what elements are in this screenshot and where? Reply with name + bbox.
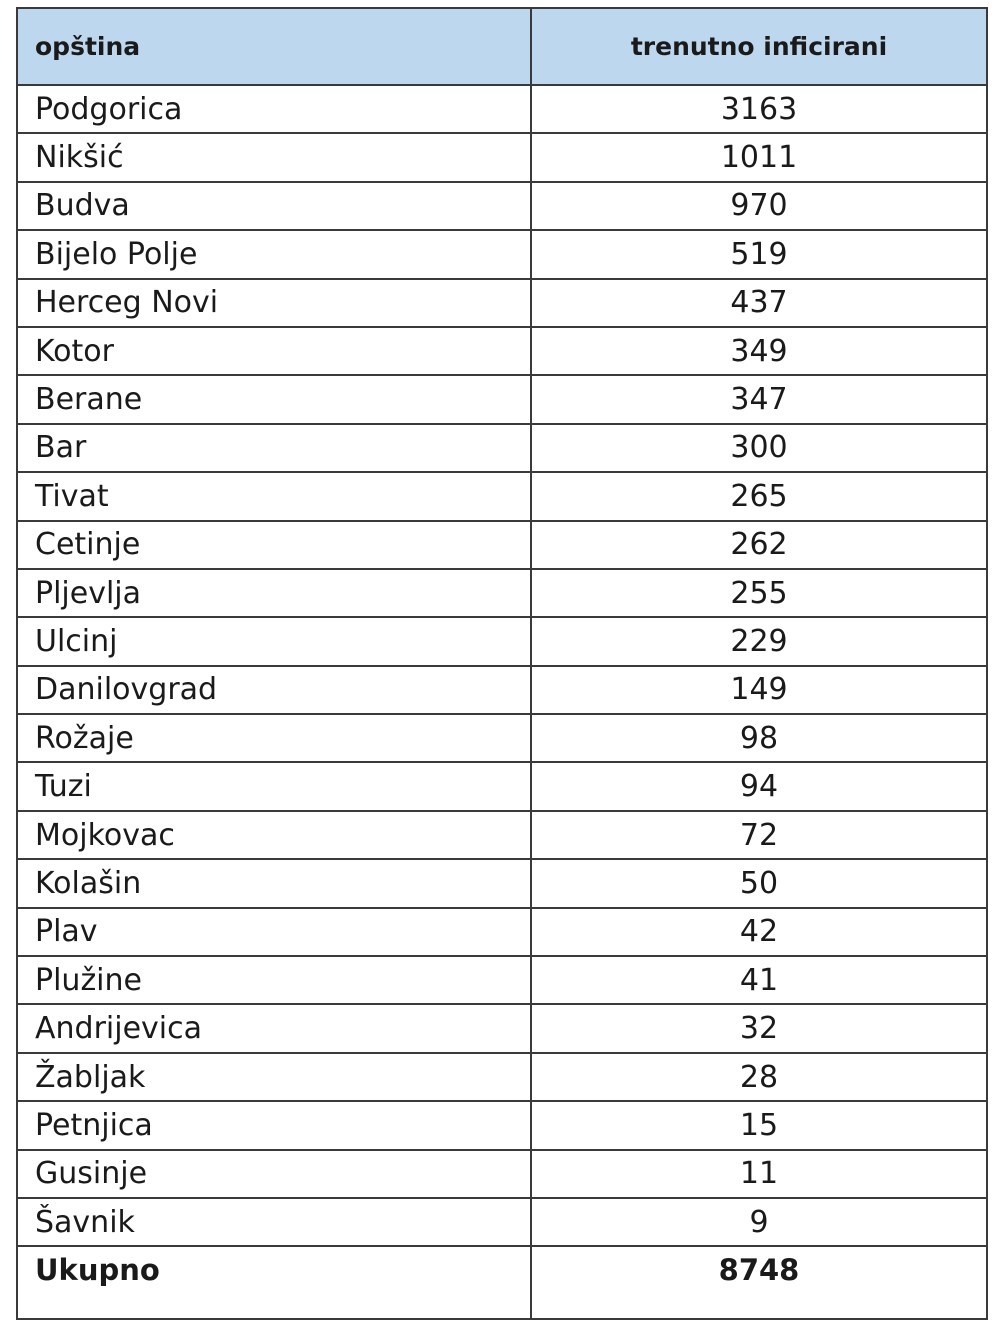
municipality-cell: Mojkovac (17, 811, 531, 859)
table-row (17, 1053, 987, 1101)
table-row (17, 956, 987, 1004)
municipality-cell: Nikšić (17, 133, 531, 181)
infected-count-cell: 1011 (531, 133, 987, 181)
municipality-cell: Ulcinj (17, 617, 531, 665)
table-row (17, 521, 987, 569)
municipality-cell: Podgorica (17, 85, 531, 133)
table-row (17, 133, 987, 181)
infected-count-cell: 28 (531, 1053, 987, 1101)
table-row (17, 279, 987, 327)
infected-count-cell: 42 (531, 908, 987, 956)
table-header-row (17, 8, 987, 85)
table-row (17, 472, 987, 520)
infected-count-cell: 229 (531, 617, 987, 665)
municipality-cell: Kotor (17, 327, 531, 375)
table-row (17, 85, 987, 133)
table-row (17, 1150, 987, 1198)
table-row (17, 714, 987, 762)
municipality-cell: Rožaje (17, 714, 531, 762)
infected-count-cell: 970 (531, 182, 987, 230)
municipality-cell: Kolašin (17, 859, 531, 907)
infected-count-cell: 50 (531, 859, 987, 907)
municipality-cell: Plav (17, 908, 531, 956)
infected-count-cell: 347 (531, 375, 987, 423)
municipality-cell: Pljevlja (17, 569, 531, 617)
municipality-cell: Tivat (17, 472, 531, 520)
municipality-cell: Berane (17, 375, 531, 423)
table-row (17, 762, 987, 810)
table-row (17, 811, 987, 859)
table-row (17, 1198, 987, 1246)
table-body (17, 85, 987, 1246)
municipality-cell: Cetinje (17, 521, 531, 569)
municipality-cell: Bar (17, 424, 531, 472)
infected-count-cell: 41 (531, 956, 987, 1004)
infected-count-cell: 3163 (531, 85, 987, 133)
table-row (17, 569, 987, 617)
infected-count-cell: 519 (531, 230, 987, 278)
table-row (17, 908, 987, 956)
infected-count-cell: 262 (531, 521, 987, 569)
infected-count-cell: 94 (531, 762, 987, 810)
total-label: Ukupno (17, 1246, 531, 1319)
table-row (17, 230, 987, 278)
header-currently-infected: trenutno inficirani (531, 8, 987, 85)
table-row (17, 617, 987, 665)
table-row (17, 859, 987, 907)
infected-count-cell: 149 (531, 666, 987, 714)
municipality-cell: Tuzi (17, 762, 531, 810)
municipality-cell: Petnjica (17, 1101, 531, 1149)
total-row (17, 1246, 987, 1319)
municipality-cell: Herceg Novi (17, 279, 531, 327)
municipality-cell: Šavnik (17, 1198, 531, 1246)
infected-count-cell: 32 (531, 1004, 987, 1052)
infected-count-cell: 9 (531, 1198, 987, 1246)
infected-count-cell: 72 (531, 811, 987, 859)
infected-count-cell: 437 (531, 279, 987, 327)
municipality-cell: Žabljak (17, 1053, 531, 1101)
infected-count-cell: 300 (531, 424, 987, 472)
total-value: 8748 (531, 1246, 987, 1319)
table-row (17, 182, 987, 230)
municipality-cell: Plužine (17, 956, 531, 1004)
infected-count-cell: 98 (531, 714, 987, 762)
table-row (17, 666, 987, 714)
table-row (17, 327, 987, 375)
municipality-cell: Danilovgrad (17, 666, 531, 714)
infected-count-cell: 349 (531, 327, 987, 375)
infected-count-cell: 255 (531, 569, 987, 617)
table-row (17, 375, 987, 423)
municipality-cell: Budva (17, 182, 531, 230)
municipality-cell: Andrijevica (17, 1004, 531, 1052)
table-row (17, 1004, 987, 1052)
infected-count-cell: 265 (531, 472, 987, 520)
header-municipality: opština (17, 8, 531, 85)
municipality-cell: Bijelo Polje (17, 230, 531, 278)
infected-table (16, 7, 988, 1320)
infected-count-cell: 15 (531, 1101, 987, 1149)
table-row (17, 424, 987, 472)
municipality-cell: Gusinje (17, 1150, 531, 1198)
table-row (17, 1101, 987, 1149)
infected-count-cell: 11 (531, 1150, 987, 1198)
